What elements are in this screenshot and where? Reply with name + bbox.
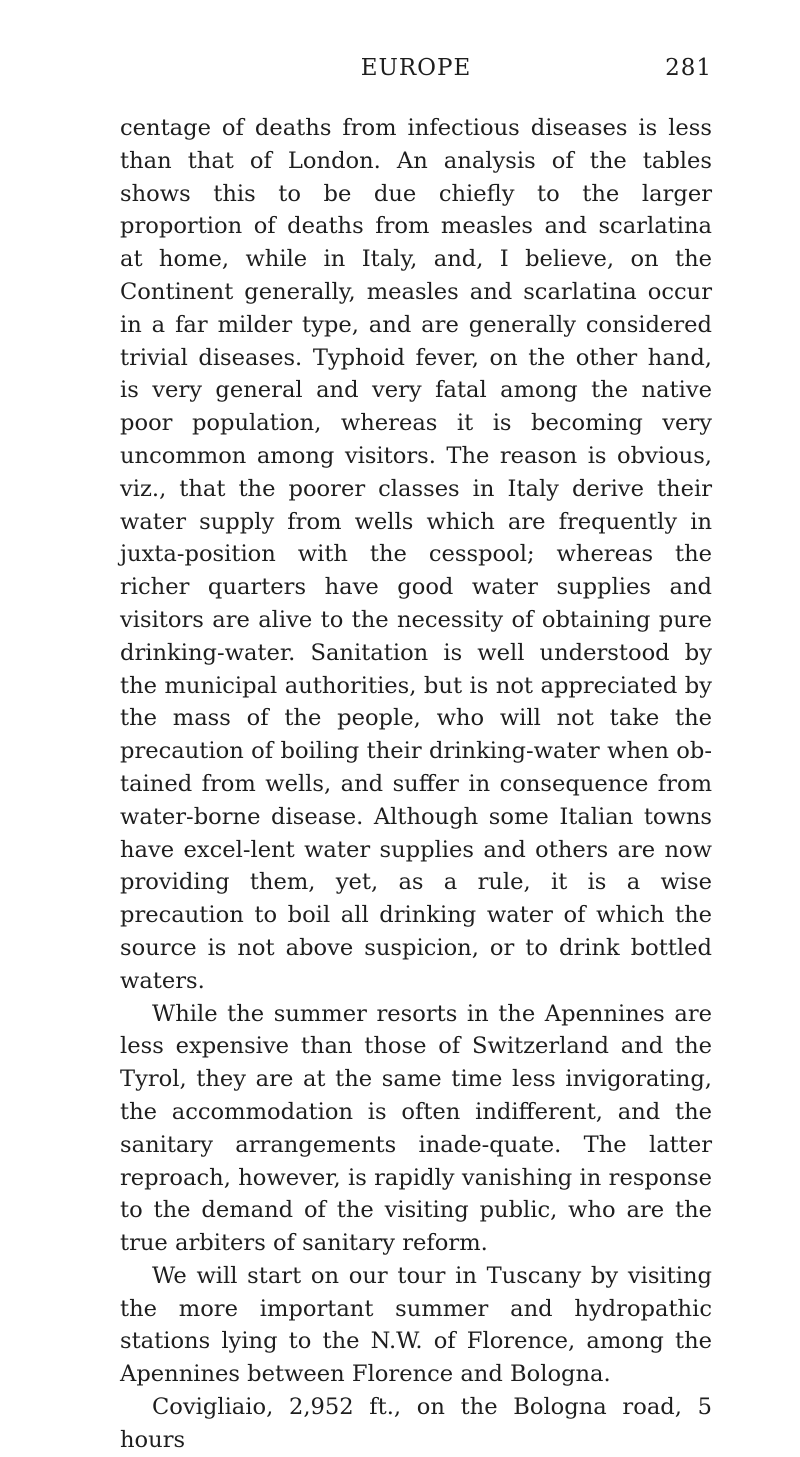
paragraph-tuscany-tour: We will start on our tour in Tuscany by visiting the more important summer and hydropathic stations lying to the N.W. of Florence, among the Apennines between Florence and Bologna. bbox=[120, 1262, 712, 1388]
paragraph-covigliaio: Covigliaio, 2,952 ft., on the Bologna road, 5 hours bbox=[120, 1394, 712, 1453]
paragraph-continued: centage of deaths from infectious diseases is less than that of London. An analysis of the tables shows this to be due chiefly to the larger proportion of deaths from measles and scarlatina at home, while in Italy, and, I believe, on the Continent generally, measles and scarlatina occur in a far milder type, and are generally considered trivial diseases. Typhoid fever, on the other hand, is very general and very fatal among the native poor population, whereas it is becoming very uncommon among visitors. The reason is obvious, viz., that the poorer classes in Italy derive their water supply from wells which are frequently in juxta-position with the cesspool; whereas the richer quarters have good water supplies and visitors are alive to the necessity of obtaining pure drinking-water. Sanitation is well understood by the municipal authorities, but is not appreciated by the mass of the people, who will not take the precaution of boiling their drinking-water when ob-tained from wells, and suffer in consequence from water-borne disease. Although some Italian towns have excel-lent water supplies and others are now providing them, yet, as a rule, it is a wise precaution to boil all drinking water of which the source is not above suspicion, or to drink bottled waters. bbox=[120, 115, 712, 994]
paragraph-summer-resorts: While the summer resorts in the Apennines are less expensive than those of Switzerland and the Tyrol, they are at the same time less invigorating, the accommodation is often indifferent, and the sanitary arrangements inade-quate. The latter reproach, however, is rapidly vanishing in response to the demand of the visiting public, who are the true arbiters of sanitary reform. bbox=[120, 1000, 712, 1257]
page-number: 281 bbox=[665, 55, 712, 81]
running-head bbox=[120, 55, 712, 95]
body-text bbox=[120, 112, 712, 1457]
running-title: EUROPE bbox=[360, 55, 472, 81]
